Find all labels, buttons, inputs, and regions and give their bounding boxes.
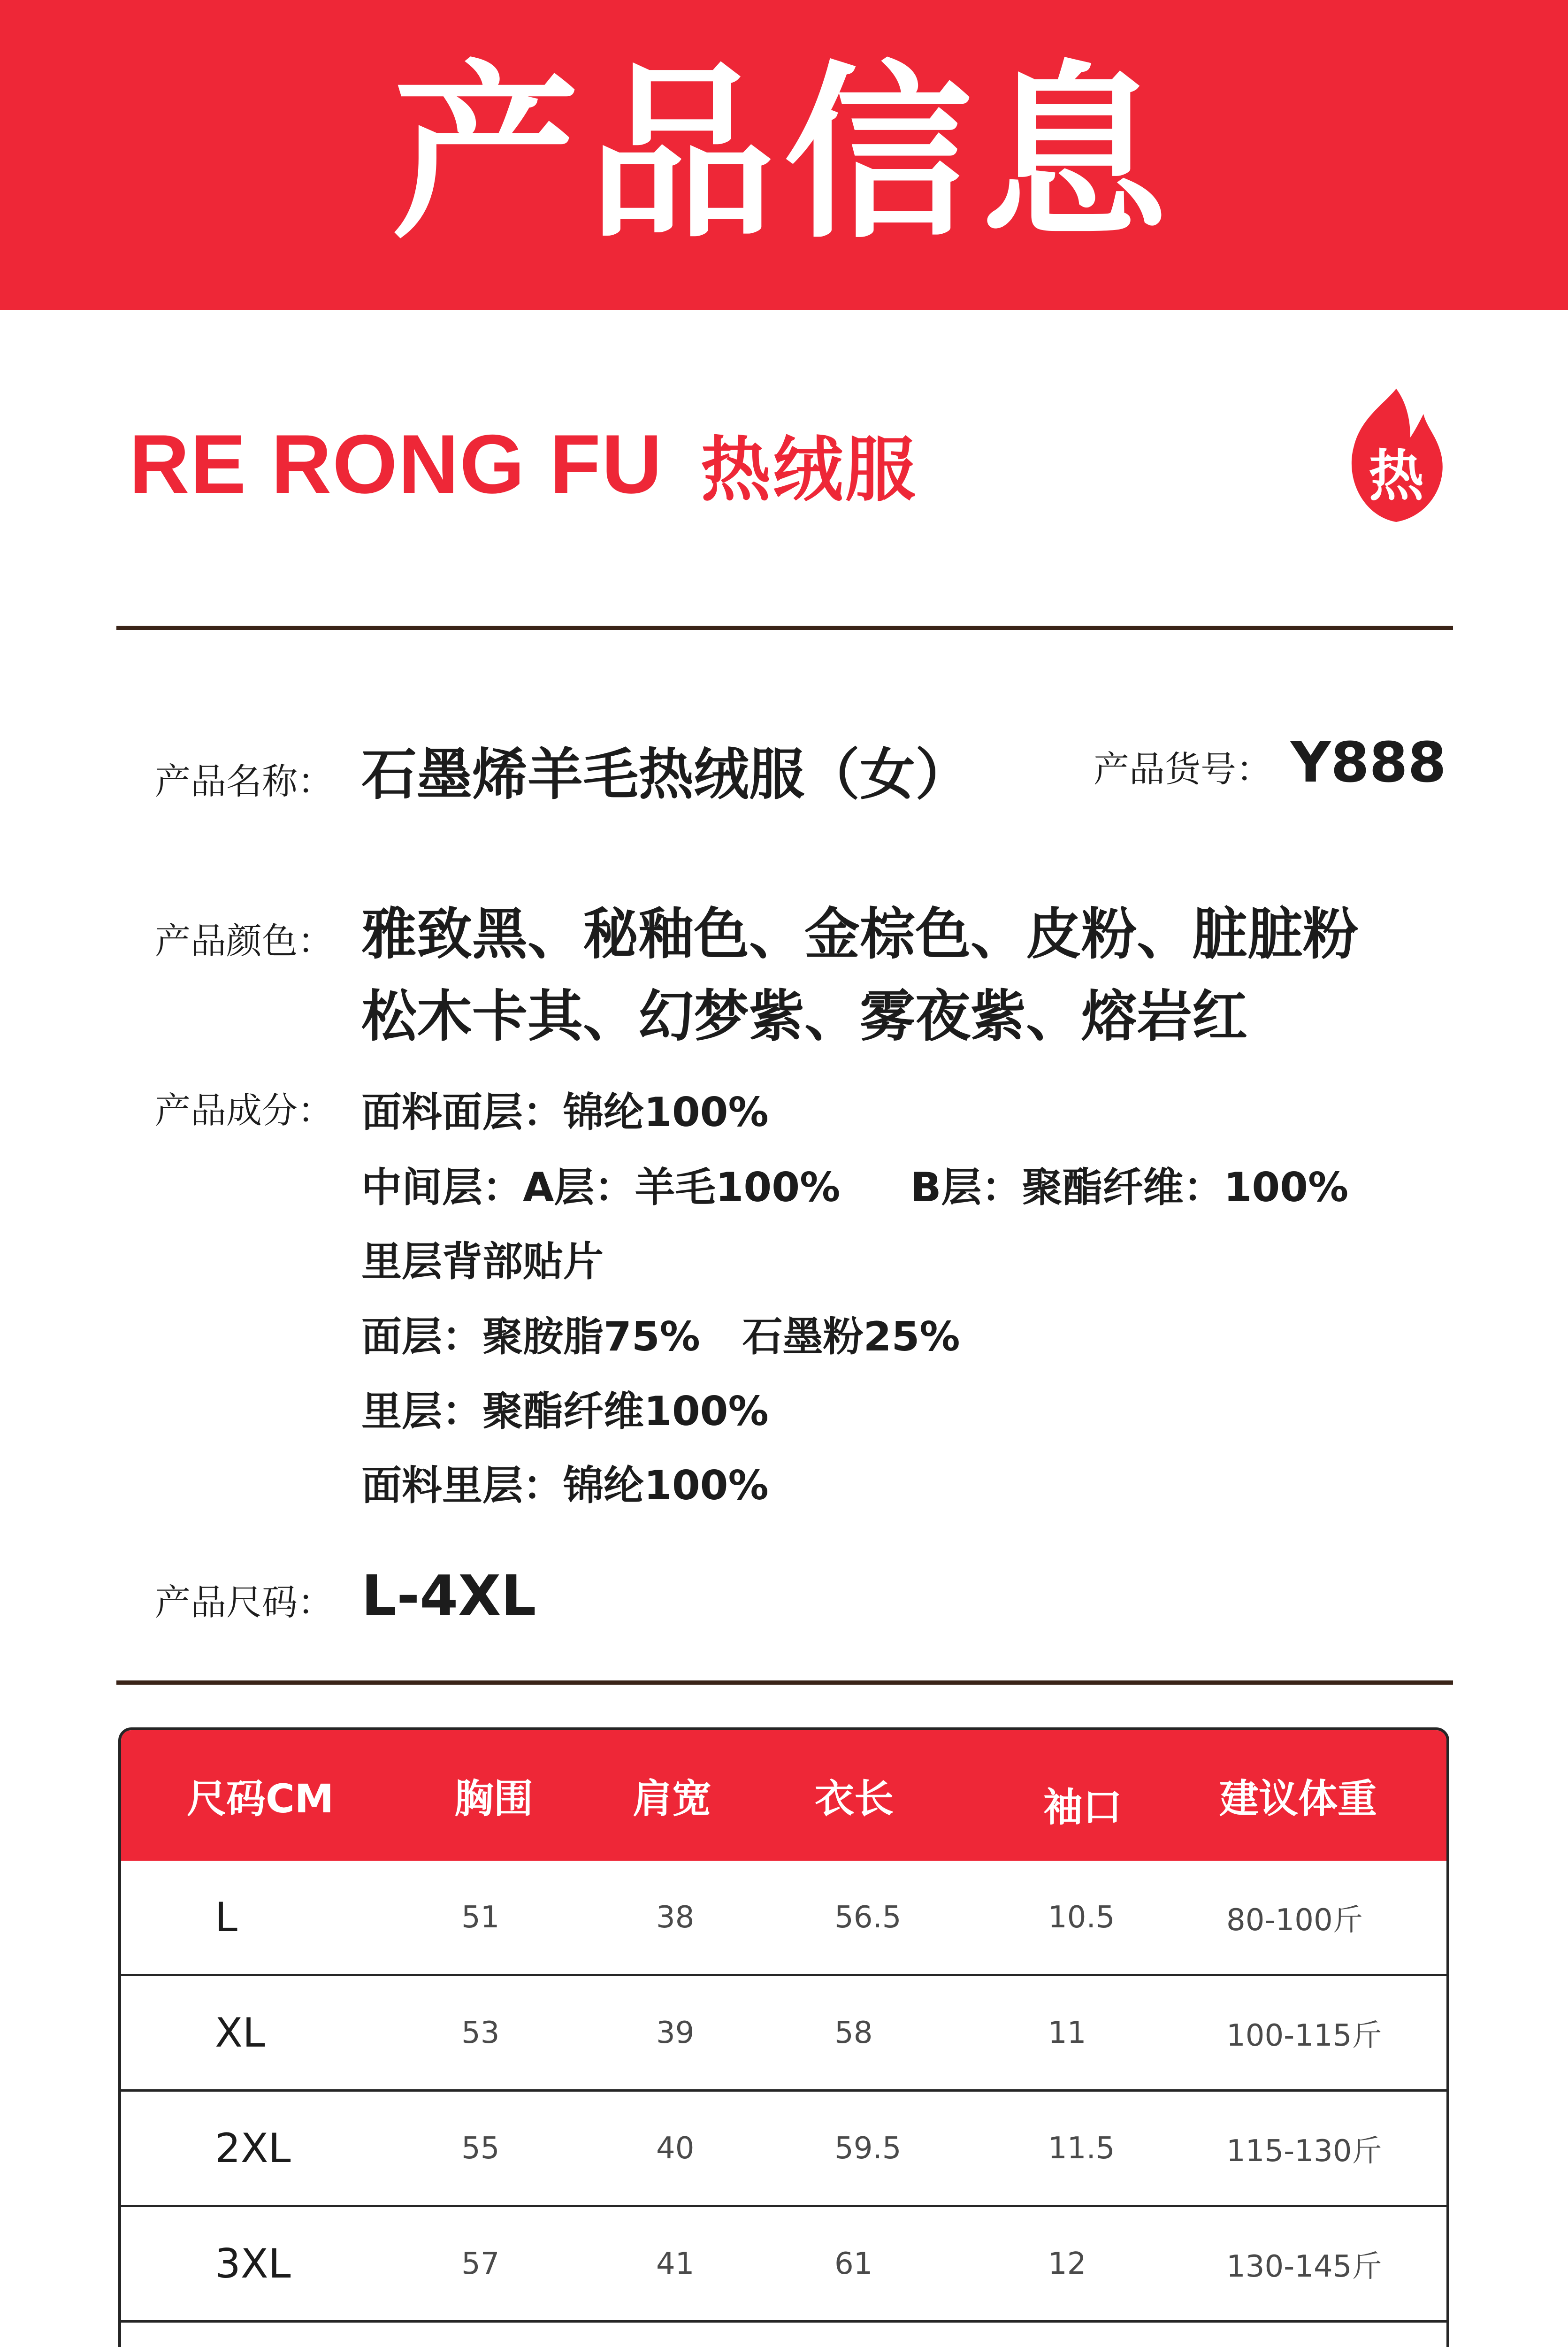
- info-row-size: [155, 1563, 536, 1628]
- cell-size: 2XL: [215, 2125, 291, 2172]
- cell-shoulder: 41: [656, 2246, 695, 2281]
- composition-line: 面料里层：锦纶100%: [361, 1462, 769, 1509]
- header-cuff: 袖口: [1043, 1784, 1123, 1830]
- cell-shoulder: 39: [656, 2015, 695, 2050]
- table-row: [121, 1976, 1446, 2092]
- cell-size: 3XL: [215, 2240, 291, 2287]
- cell-chest: 57: [461, 2246, 500, 2281]
- cell-size: [215, 2323, 291, 2347]
- cell-shoulder: [656, 2323, 694, 2347]
- cell-length: 58: [834, 2015, 873, 2050]
- brand-name-en: RE RONG FU: [129, 417, 663, 511]
- cell-shoulder: 40: [656, 2131, 695, 2166]
- cell-weight: 130-145斤: [1226, 2249, 1382, 2284]
- flame-icon: [1340, 385, 1453, 526]
- table-row: [121, 2092, 1446, 2207]
- info-row-sku: [1094, 730, 1446, 795]
- table-row: [121, 2207, 1446, 2323]
- cell-weight: 100-115斤: [1226, 2018, 1382, 2053]
- cell-cuff: 10.5: [1048, 1900, 1115, 1935]
- cell-shoulder: 38: [656, 1900, 695, 1935]
- cell-weight: 115-130斤: [1226, 2133, 1382, 2169]
- cell-cuff: [1048, 2323, 1086, 2347]
- composition-line: 中间层：A层：羊毛100% B层：聚酯纤维：100%: [361, 1164, 1349, 1211]
- page-title: 产品信息: [391, 46, 1177, 264]
- sku-value: Y888: [1291, 730, 1446, 795]
- divider-bottom: [116, 1680, 1453, 1685]
- cell-weight: [1226, 2323, 1382, 2347]
- header-shoulder: 肩宽: [633, 1775, 712, 1822]
- cell-size: L: [215, 1894, 237, 1941]
- table-row: [121, 1861, 1446, 1976]
- header-size: 尺码CM: [187, 1775, 334, 1822]
- cell-chest: [461, 2323, 499, 2347]
- composition-line: 面层：聚胺脂75% 石墨粉25%: [361, 1313, 960, 1360]
- header-length: 衣长: [815, 1775, 894, 1822]
- info-row-color-2: [361, 972, 1247, 1051]
- cell-chest: 55: [461, 2131, 500, 2166]
- cell-length: 56.5: [834, 1900, 902, 1935]
- color-label: 产品颜色：: [155, 920, 333, 962]
- brand-logo: [129, 413, 917, 514]
- cell-size: XL: [215, 2009, 265, 2056]
- brand-name-cn: 热绒服: [700, 430, 918, 511]
- table-row: [121, 2323, 1446, 2347]
- size-value: L-4XL: [361, 1563, 536, 1628]
- flame-icon-char: 热: [1368, 444, 1424, 508]
- composition-line: 里层：聚酯纤维100%: [361, 1388, 769, 1435]
- color-line-1: 雅致黑、秘釉色、金棕色、皮粉、脏脏粉: [361, 902, 1359, 966]
- cell-cuff: 12: [1048, 2246, 1086, 2281]
- composition-line: 面料面层：锦纶100%: [361, 1089, 769, 1136]
- size-table: [118, 1727, 1449, 2347]
- sku-label: 产品货号：: [1094, 748, 1272, 790]
- name-value: 石墨烯羊毛热绒服（女）: [361, 742, 971, 807]
- info-row-name: [155, 730, 971, 810]
- cell-length: 59.5: [834, 2131, 902, 2166]
- header-banner: [0, 0, 1568, 310]
- cell-length: [834, 2323, 902, 2347]
- color-line-2: 松木卡其、幻梦紫、雾夜紫、熔岩红: [361, 984, 1248, 1049]
- cell-cuff: 11: [1048, 2015, 1086, 2050]
- name-label: 产品名称：: [155, 760, 333, 802]
- cell-cuff: 11.5: [1048, 2131, 1115, 2166]
- size-label: 产品尺码：: [155, 1581, 333, 1623]
- cell-chest: 51: [461, 1900, 500, 1935]
- header-weight: 建议体重: [1219, 1775, 1377, 1822]
- size-table-header: [121, 1730, 1446, 1861]
- info-row-color: [155, 890, 1358, 969]
- header-chest: 胸围: [454, 1775, 534, 1822]
- cell-length: 61: [834, 2246, 873, 2281]
- info-row-composition: [155, 1082, 361, 1133]
- divider-top: [116, 626, 1453, 630]
- composition-label: 产品成分：: [155, 1089, 333, 1131]
- composition-line: 里层背部贴片: [361, 1238, 604, 1285]
- cell-weight: 80-100斤: [1226, 1902, 1363, 1938]
- cell-chest: 53: [461, 2015, 500, 2050]
